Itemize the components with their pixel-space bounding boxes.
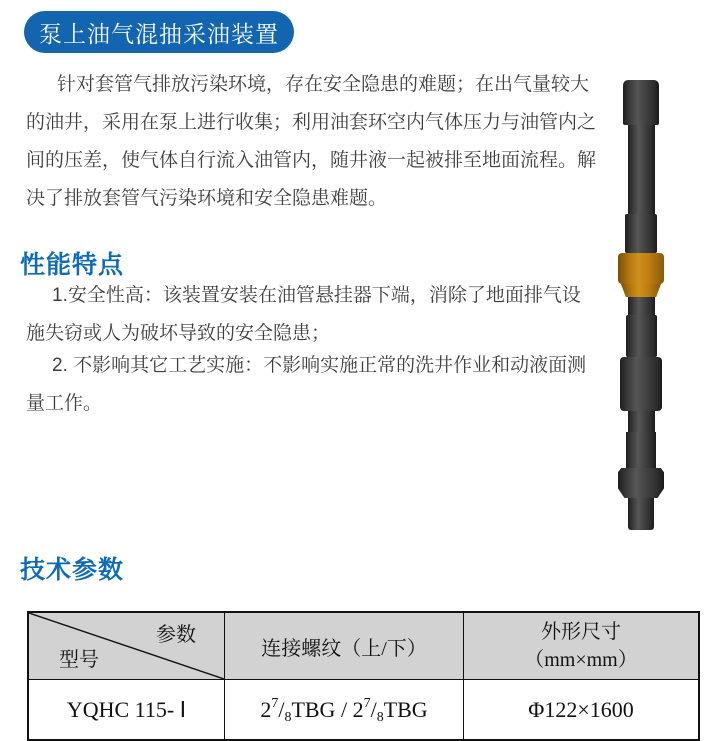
intro-line: 针对套管气排放污染环境，存在安全隐患的难题；在出气量较大 [57,74,590,95]
thread-sub: 8 [284,709,292,725]
corner-label-model: 型号 [59,649,99,671]
device-joint-segment [626,315,657,357]
feature-item-2 [26,347,586,423]
page-title-banner [24,11,294,53]
device-top-cap [623,80,659,125]
thread-unit: TBG [291,696,336,722]
spec-table-container [27,611,700,741]
device-body-block [620,357,662,411]
device-joint-segment [626,432,656,468]
device-pipe-segment [628,125,655,214]
thread-cell [225,680,464,741]
size-cell: Φ122×1600 [464,680,700,741]
thread-separator: / [335,696,353,722]
intro-line: 的油井，采用在泵上进行收集；利用油套环空内气体压力与油管内之 [26,112,597,133]
intro-paragraph [26,66,596,218]
specs-heading: 技术参数 [20,556,125,584]
size-column-header [464,612,700,680]
thread-slash: / [278,696,285,722]
spec-table [27,611,700,741]
intro-line: 间的压差，使气体自行流入油管内，随井液一起被排至地面流程。解 [26,150,597,171]
spec-table-header-row [28,612,699,680]
feature-line: 施失窃或人为破坏导致的安全隐患； [26,323,331,344]
size-header-line2: （mm×mm） [524,649,638,671]
intro-line: 决了排放套管气污染环境和安全隐患难题。 [26,188,388,209]
device-image [615,80,667,530]
device-orange-taper [621,284,661,297]
thread-column-header: 连接螺纹（上/下） [225,612,464,680]
feature-item-1 [26,277,581,353]
thread-value-part: 2 [260,696,272,722]
spec-table-data-row [28,680,699,741]
model-cell: YQHC 115- Ⅰ [28,680,225,741]
thread-sup: 7 [271,695,279,711]
device-bottom-pipe [628,498,654,530]
thread-slash: / [370,696,377,722]
corner-label-parameter: 参数 [156,624,196,646]
thread-unit: TBG [383,696,428,722]
features-heading: 性能特点 [20,251,125,279]
device-pipe-segment [628,297,655,315]
corner-header-cell [28,612,225,680]
thread-sup: 7 [363,695,371,711]
device-joint-segment [625,214,657,253]
device-orange-collar [618,253,664,284]
thread-sub: 8 [376,709,384,725]
thread-value-part: 2 [352,696,364,722]
size-header-line1: 外形尺寸 [541,621,621,643]
page-title: 泵上油气混抽采油装置 [39,20,279,47]
feature-line: 2. 不影响其它工艺实施：不影响实施正常的洗井作业和动液面测 [52,355,587,376]
device-hex-nut [618,468,664,498]
feature-line: 量工作。 [26,393,103,414]
feature-line: 1.安全性高：该装置安装在油管悬挂器下端，消除了地面排气设 [52,285,581,306]
device-pipe-segment [628,411,655,432]
